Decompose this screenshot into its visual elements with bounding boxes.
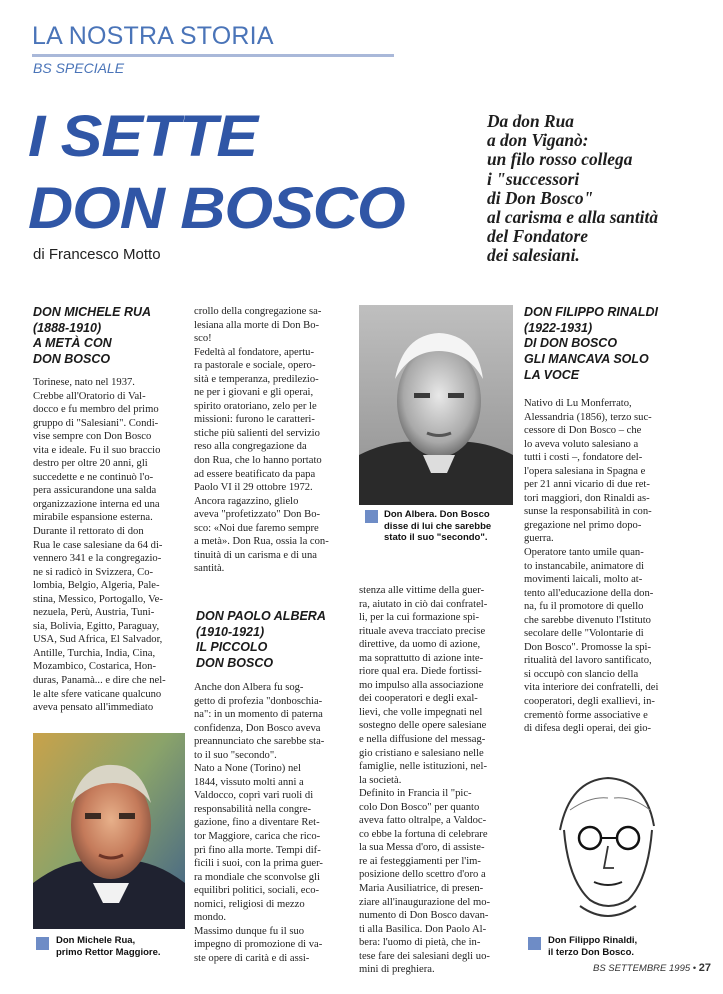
text-line: Massimo dunque fu il suo <box>194 925 305 937</box>
text-line: famiglie, nelle istituzioni, nel- <box>359 761 487 773</box>
heading-line: (1888-1910) <box>33 320 102 335</box>
text-line: lesiana alla morte di Don Bo- <box>194 319 320 331</box>
text-line: a metà». Don Rua, ossia la con- <box>194 536 329 548</box>
caption-line: Don Michele Rua, <box>56 935 136 946</box>
text-line: pera assicurandone una salda <box>33 485 157 497</box>
heading-line: DON FILIPPO RINALDI <box>524 305 659 319</box>
heading-line: GLI MANCAVA SOLO <box>524 352 649 367</box>
text-line: tento all'educazione della don- <box>524 587 654 599</box>
text-line: vita e ideale. Fu il suo braccio <box>33 444 161 456</box>
text-line: prì fino alla morte. Tempi dif- <box>194 844 321 856</box>
text-line: sia, Bolivia, Egitto, Paraguay, <box>33 620 160 632</box>
albera-portrait <box>359 305 513 505</box>
text-line: mirabile espansione esterna. <box>33 512 153 524</box>
text-line: stina, Messico, Portogallo, Ve- <box>33 593 163 605</box>
text-line: cessore di Don Bosco – che <box>524 425 642 437</box>
text-line: don Rua, che lo hanno portato <box>194 455 322 467</box>
text-line: sunse la responsabilità in con- <box>524 506 652 518</box>
text-line: equilibri politici, sociali, eco- <box>194 885 320 897</box>
text-line: gregazione nel primo dopo- <box>524 519 642 531</box>
text-line: co ebbe la fortuna di celebrare <box>359 828 488 840</box>
text-line: ne per i giovani e gli operai, <box>194 387 314 399</box>
caption-line: disse di lui che sarebbe <box>384 520 492 532</box>
deck-line: un filo rosso collega <box>487 149 633 170</box>
rinaldi-caption <box>548 935 637 958</box>
text-line: ra pastorale e sociale, opero- <box>194 360 316 372</box>
page-footer <box>593 962 711 974</box>
text-line: lievi, che volle impegnati nel <box>359 706 483 718</box>
text-line: bera: l'uomo di pietà, che in- <box>359 937 481 949</box>
text-line: getto di profezia "donboschia- <box>194 695 323 707</box>
rinaldi-sketch-image <box>530 760 680 928</box>
text-line: 1844, vissuto molti anni a <box>194 776 304 788</box>
text-line: Definito in Francia il "pic- <box>359 788 472 800</box>
albera-portrait-image <box>359 305 513 505</box>
caption-line: il terzo Don Bosco. <box>548 946 635 958</box>
issue-label: BS SETTEMBRE 1995 • <box>592 963 697 974</box>
rinaldi-text-col4 <box>524 397 684 736</box>
text-line: spirito oratoriano, zelo per le <box>194 400 317 412</box>
text-line: ficili i suoi, con la prima guer- <box>194 858 323 870</box>
page-title-line-2: DON BOSCO <box>28 176 405 241</box>
text-line: tutti i costi –, fondatore del- <box>524 452 643 464</box>
text-line: ti alla Basilica. Don Paolo Al- <box>359 923 487 935</box>
rinaldi-sketch <box>530 760 680 928</box>
text-line: gio cristiano e salesiano nelle <box>359 747 484 759</box>
text-line: tese fare dei salesiani degli uo- <box>359 950 490 962</box>
heading-line: DON MICHELE RUA <box>33 305 152 319</box>
heading-line: (1910-1921) <box>196 624 265 639</box>
text-line: numento di Don Bosco davan- <box>359 910 489 922</box>
deck-line: Da don Rua <box>487 111 574 131</box>
text-line: to il suo "secondo". <box>194 749 277 761</box>
albera-text-col3 <box>359 584 515 977</box>
section-label: BS SPECIALE <box>33 60 125 76</box>
text-line: Maria Ausiliatrice, di presen- <box>359 883 484 895</box>
rinaldi-heading <box>524 305 658 384</box>
text-line: si occupò con slancio della <box>524 668 639 680</box>
text-line: riore qual era. Diede fortissi- <box>359 666 482 678</box>
text-line: re ai festeggiamenti per l'im- <box>359 855 481 867</box>
text-line: la società. <box>359 774 402 786</box>
text-line: missioni: furono le caratteri- <box>194 414 315 426</box>
caption-line: primo Rettor Maggiore. <box>56 946 161 958</box>
text-line: Valdocco, coprì vari ruoli di <box>194 790 314 802</box>
deck-line: i "successori <box>487 168 580 189</box>
text-line: lombia, Belgio, Algeria, Pale- <box>33 580 160 592</box>
heading-line: DI DON BOSCO <box>524 336 618 351</box>
deck-line: dei salesiani. <box>487 245 580 266</box>
text-line: Alessandria (1856), terzo suc- <box>524 411 652 423</box>
text-line: ritualità del lavoro santificato, <box>524 655 652 667</box>
text-line: ste opere di carità e di assi- <box>194 952 310 964</box>
text-line: lo aveva voluto salesiano a <box>524 438 639 450</box>
text-line: sità e temperanza, predilezio- <box>194 373 319 385</box>
text-line: vita interiore dei confratelli, dei <box>524 682 659 694</box>
text-line: colo Don Bosco" per quanto <box>359 801 480 813</box>
text-line: sostegno delle opere salesiane <box>359 720 487 732</box>
byline: di Francesco Motto <box>33 246 161 263</box>
text-line: USA, Sud Africa, El Salvador, <box>33 634 163 646</box>
text-line: Anche don Albera fu sog- <box>194 682 304 693</box>
text-line: ad essere beatificato da papa <box>194 468 316 480</box>
text-line: tor Maggiore, carica che rico- <box>194 831 321 843</box>
text-line: Operatore tanto umile quan- <box>524 547 644 559</box>
rua-text-col2 <box>194 305 350 576</box>
text-line: crementò forme associative e <box>524 709 648 721</box>
text-line: na": in un momento di paterna <box>194 709 323 721</box>
text-line: aveva fatto oltralpe, a Valdoc- <box>359 815 487 827</box>
text-line: ne si radicò in Svizzera, Co- <box>33 566 154 578</box>
heading-line: DON BOSCO <box>196 656 274 671</box>
text-line: reso alla congregazione da <box>194 441 307 453</box>
text-line: Nativo di Lu Monferrato, <box>524 398 632 409</box>
deck-line: a don Viganò: <box>487 130 589 151</box>
heading-line: DON PAOLO ALBERA <box>196 609 326 623</box>
deck-line: di Don Bosco" <box>487 187 594 208</box>
text-line: sco: «Noi due faremo sempre <box>194 522 319 534</box>
text-line: destro per oltre 20 anni, gli <box>33 458 148 470</box>
heading-line: DON BOSCO <box>33 352 111 367</box>
text-line: mini di preghiera. <box>359 964 435 976</box>
caption-marker <box>36 937 49 950</box>
text-line: Durante il rettorato di don <box>33 526 144 538</box>
text-line: per 21 anni vicario di due ret- <box>524 479 650 491</box>
rubric-divider <box>32 54 394 57</box>
text-line: to instancabile, animatore di <box>524 560 645 572</box>
text-line: vise sempre con Don Bosco <box>33 431 152 443</box>
text-line: santità. <box>194 563 225 575</box>
text-line: rituale aveva tracciato precise <box>359 625 486 637</box>
text-line: stiche più salienti del servizio <box>194 427 320 439</box>
text-line: di difesa degli operai, dei gio- <box>524 723 652 735</box>
caption-marker <box>528 937 541 950</box>
text-line: Antille, Turchia, India, Cina, <box>33 647 156 659</box>
text-line: li, per la cui formazione spi- <box>359 612 480 624</box>
text-line: gruppo di "Salesiani". Condi- <box>33 417 159 429</box>
text-line: organizzazione interna ed una <box>33 498 160 510</box>
text-line: direttive, da uomo di azione, <box>359 639 481 651</box>
text-line: posizione dello scettro d'oro a <box>359 869 486 881</box>
text-line: mo impulso alla associazione <box>359 679 484 691</box>
rua-portrait <box>33 733 185 929</box>
text-line: Nato a None (Torino) nel <box>194 763 301 775</box>
text-line: Torinese, nato nel 1937. <box>33 377 135 388</box>
caption-line: stato il suo "secondo". <box>384 532 488 543</box>
text-line: dei cooperatori e degli exal- <box>359 693 478 705</box>
text-line: gazione, fino a diventare Ret- <box>194 817 320 829</box>
text-line: mondo. <box>194 912 227 924</box>
text-line: tinuità di un carisma e di una <box>194 549 317 561</box>
text-line: confidenza, Don Bosco aveva <box>194 722 321 734</box>
text-line: Paolo VI il 29 ottobre 1972. <box>194 482 313 494</box>
text-line: docco e fu membro del primo <box>33 404 159 416</box>
text-line: guerra. <box>524 533 554 545</box>
text-line: preannunciato che sarebbe sta- <box>194 736 325 748</box>
caption-marker <box>365 510 378 523</box>
albera-caption <box>384 509 491 544</box>
rua-text-col1 <box>33 376 185 715</box>
text-line: Fedeltà al fondatore, apertu- <box>194 346 315 358</box>
text-line: che sarebbe divenuto l'Istituto <box>524 614 651 626</box>
text-line: ra mondiale che sconvolse gli <box>194 871 320 883</box>
text-line: sco! <box>194 333 212 345</box>
text-line: l'opera salesiana in Spagna e <box>524 465 646 477</box>
text-line: e nella diffusione del messag- <box>359 734 486 746</box>
text-line: ziare all'inaugurazione del mo- <box>359 896 491 908</box>
deck <box>487 112 719 266</box>
heading-line: (1922-1931) <box>524 320 593 335</box>
text-line: movimenti laicali, molto at- <box>524 574 643 586</box>
deck-line: del Fondatore <box>487 226 588 247</box>
rubric: LA NOSTRA STORIA <box>32 22 274 50</box>
text-line: stenza alle vittime della guer- <box>359 585 485 596</box>
text-line: aveva pensato all'immediato <box>33 702 154 714</box>
text-line: Mozambico, Costarica, Hon- <box>33 661 156 673</box>
text-line: nezuela, Perù, Austria, Tuni- <box>33 607 155 619</box>
text-line: le alte sfere vaticane qualcuno <box>33 688 162 700</box>
albera-heading <box>196 609 326 672</box>
text-line: Rua le case salesiane da 64 di- <box>33 539 163 551</box>
text-line: Crebbe all'Oratorio di Val- <box>33 390 146 402</box>
rua-caption <box>56 935 161 958</box>
text-line: nomici, religiosi di mezzo <box>194 898 305 910</box>
text-line: la sua Messa d'oro, di assiste- <box>359 842 485 854</box>
page-title-line-1: I SETTE <box>28 104 258 169</box>
text-line: na, fu il promotore di quello <box>524 601 644 613</box>
text-line: aveva "profetizzato" Don Bo- <box>194 509 321 521</box>
heading-line: IL PICCOLO <box>196 640 268 655</box>
text-line: ra, aiutato in ciò dai confratel- <box>359 598 488 610</box>
text-line: cooperatori, degli exallievi, in- <box>524 696 655 708</box>
caption-line: Don Filippo Rinaldi, <box>548 935 638 946</box>
text-line: Don Bosco". Promosse la spi- <box>524 641 652 653</box>
rua-heading <box>33 305 151 368</box>
text-line: responsabilità nella congre- <box>194 803 312 815</box>
text-line: ma soprattutto di azione inte- <box>359 652 484 664</box>
deck-line: al carisma e alla santità <box>487 207 659 228</box>
rua-portrait-image <box>33 733 185 929</box>
text-line: tori maggiori, don Rinaldi as- <box>524 492 650 504</box>
text-line: succedette e ne continuò l'o- <box>33 471 154 483</box>
heading-line: A METÀ CON <box>33 336 112 351</box>
text-line: vennero 341 e la congregazio- <box>33 553 162 565</box>
text-line: crollo della congregazione sa- <box>194 306 322 317</box>
caption-line: Don Albera. Don Bosco <box>384 509 490 520</box>
heading-line: LA VOCE <box>524 367 580 382</box>
text-line: duras, Panamà... e dire che nel- <box>33 675 166 687</box>
albera-text-col2 <box>194 681 350 965</box>
page-number: 27 <box>698 962 711 974</box>
text-line: Ancora ragazzino, glielo <box>194 495 299 507</box>
text-line: impegno di promozione di va- <box>194 939 323 951</box>
text-line: secolare delle "Volontarie di <box>524 628 644 640</box>
